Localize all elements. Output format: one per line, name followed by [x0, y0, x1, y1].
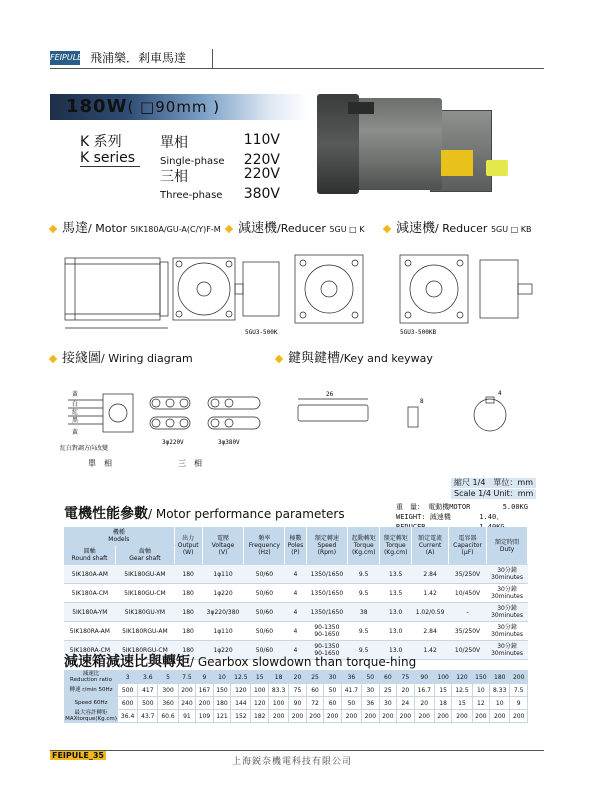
gear-cell: 25: [379, 684, 397, 697]
table-cell: 50/60: [244, 603, 285, 622]
scale-en: Scale 1/4 Unit：mm: [451, 489, 536, 499]
table-cell: 2.84: [412, 622, 449, 641]
gear-cell: 9: [196, 671, 214, 684]
gear-cell: 120: [231, 684, 251, 697]
series-en: K series: [80, 150, 136, 166]
gear-cell: 200: [269, 710, 289, 723]
gear-cell: 12.5: [231, 671, 251, 684]
gear-cell: 15: [452, 697, 472, 710]
gear-cell: 200: [452, 710, 472, 723]
table-cell: 4: [285, 641, 306, 660]
performance-table: [64, 527, 528, 660]
motor-heading: 馬達/ Motor 5IK180A/GU-A(C/Y)F-M: [50, 222, 221, 237]
ratio-row-label: 減速比 Reduction ratio: [65, 671, 118, 684]
table-cell: 5IK180GU-CM: [116, 584, 174, 603]
gear-cell: 50: [324, 684, 342, 697]
gear-cell: 12: [472, 697, 490, 710]
table-cell: 9.5: [348, 641, 380, 660]
col-models: 機種 Models: [64, 527, 174, 546]
table-cell: 3φ220/380: [202, 603, 244, 622]
page-code: FEIPULE_35: [52, 751, 104, 760]
bullet-icon: [225, 225, 233, 233]
table-cell: 1φ220: [202, 641, 244, 660]
phase-voltage-2: 220V: [243, 152, 280, 168]
phase-single: [160, 132, 280, 168]
col-gear-shaft: 齒軸 Gear shaft: [116, 546, 174, 565]
gear-cell: 12.5: [452, 684, 472, 697]
gear-cell: 120: [452, 671, 472, 684]
table-cell: 1.42: [412, 584, 449, 603]
gear-cell: 7.5: [510, 684, 528, 697]
product-title: [66, 94, 220, 120]
output-shaft: [486, 160, 508, 176]
gear-cell: 200: [306, 710, 324, 723]
weight-motor-label: 重 量： 電動機MOTOR: [396, 503, 471, 511]
gear-cell: 182: [251, 710, 269, 723]
gear-cell: 180: [490, 671, 510, 684]
table-cell: 5IK180A-CM: [64, 584, 116, 603]
gear-cell: 500: [138, 697, 158, 710]
gear-cell: 10: [472, 684, 490, 697]
header-rule: [50, 68, 544, 69]
wire-color-red: 紅: [72, 409, 79, 416]
footer-rule: [50, 750, 544, 751]
series-cn: K 系列: [80, 134, 122, 150]
gear-cell: 18: [434, 697, 452, 710]
table-cell: 90-1350 90-1650: [306, 641, 348, 660]
gear-cell: 152: [231, 710, 251, 723]
table-cell: 1.02/0.59: [412, 603, 449, 622]
phase-three: [160, 166, 280, 202]
label-380v: 3φ380V: [218, 439, 240, 446]
gear-cell: 109: [196, 710, 214, 723]
scale-box: [451, 478, 536, 500]
header-title: 飛浦樂．剎車馬達: [90, 51, 187, 65]
gear-cell: 20: [289, 671, 307, 684]
terminal-box: [348, 102, 374, 114]
phase-name: 單相: [160, 135, 188, 151]
gear-cell: 36.4: [118, 710, 138, 723]
gear-cell: 417: [138, 684, 158, 697]
gear-cell: 200: [178, 684, 196, 697]
table-cell: 4: [285, 622, 306, 641]
weight-reducer-value: 1.40、: [479, 513, 504, 521]
table-cell: 50/60: [244, 584, 285, 603]
bullet-icon: [49, 355, 57, 363]
wiring-note: 紅白對調方向改變: [60, 445, 109, 452]
gear-cell: 100: [434, 671, 452, 684]
table-cell: 9.5: [348, 584, 380, 603]
gear-cell: 200: [397, 710, 415, 723]
reducer-k-heading: 減速機/Reducer 5GU □ K: [226, 222, 364, 237]
table-cell: 4: [285, 565, 306, 584]
wire-color-yellow: 黃: [72, 391, 79, 398]
gear-cell: 24: [397, 697, 415, 710]
table-cell: 1.42: [412, 641, 449, 660]
table-cell: 30分鐘 30minutes: [487, 584, 528, 603]
gear-cell: 20: [397, 684, 415, 697]
key-length-dim: 26: [326, 391, 334, 398]
gear-cell: 15: [434, 684, 452, 697]
gear-cell: 41.7: [341, 684, 361, 697]
gear-cell: 30: [379, 697, 397, 710]
table-cell: 30分鐘 30minutes: [487, 622, 528, 641]
gear-cell: 83.3: [269, 684, 289, 697]
table-cell: 30分鐘 30minutes: [487, 565, 528, 584]
speed50-row-label: 轉速 r/min 50Hz: [65, 684, 118, 697]
table-row: [64, 584, 528, 603]
gear-cell: 30: [362, 684, 380, 697]
table-row: [64, 603, 528, 622]
col-poles: 極數 Poles (P): [285, 527, 306, 565]
wire-color-white: 白: [72, 401, 79, 408]
table-cell: 13.0: [380, 603, 412, 622]
gear-cell: 200: [289, 710, 307, 723]
col-output: 出力 Output (W): [174, 527, 202, 565]
col-voltage: 電壓 Voltage (V): [202, 527, 244, 565]
keyway-depth-dim: 4: [498, 390, 502, 397]
table-cell: 9.5: [348, 622, 380, 641]
three-phase-caption: 三 相: [178, 459, 202, 468]
wiring-diagram: [58, 372, 278, 472]
table-cell: 5IK180GU-AM: [116, 565, 174, 584]
weight-reducer-label: WEIGHT: 減速機: [396, 513, 451, 521]
gear-cell: 75: [397, 671, 415, 684]
phase-name: 三相: [160, 169, 188, 185]
gear-cell: 200: [434, 710, 452, 723]
gear-cell: 50: [362, 671, 380, 684]
gear-cell: 3: [118, 671, 138, 684]
gear-cell: 360: [158, 697, 178, 710]
gear-cell: 43.7: [138, 710, 158, 723]
table-cell: 13.0: [380, 641, 412, 660]
table-cell: 5IK180A-AM: [64, 565, 116, 584]
table-cell: 5IK180RGU-CM: [116, 641, 174, 660]
table-cell: 4: [285, 603, 306, 622]
table-cell: 10/450V: [448, 584, 486, 603]
gear-cell: 200: [414, 710, 434, 723]
phase-sub: Three-phase: [160, 190, 223, 201]
gear-cell: 72: [306, 697, 324, 710]
table-cell: 10/250V: [448, 641, 486, 660]
gear-cell: 60: [306, 684, 324, 697]
table-cell: 9.5: [348, 565, 380, 584]
gear-cell: 75: [289, 684, 307, 697]
gear-cell: 5: [158, 671, 178, 684]
table-cell: 1350/1650: [306, 603, 348, 622]
gear-cell: 90: [289, 697, 307, 710]
gear-cell: 180: [213, 697, 231, 710]
series-underline: [80, 166, 140, 167]
table-cell: 50/60: [244, 622, 285, 641]
col-capacitor: 電容器 Capacitor (μF): [448, 527, 486, 565]
table-cell: 13.5: [380, 584, 412, 603]
gear-cell: 30: [324, 671, 342, 684]
gear-cell: 121: [213, 710, 231, 723]
table-cell: 1φ110: [202, 622, 244, 641]
table-cell: 1350/1650: [306, 565, 348, 584]
nameplate: [441, 150, 473, 176]
gear-cell: 200: [472, 710, 490, 723]
gear-cell: 200: [490, 710, 510, 723]
table-cell: 35/250V: [448, 565, 486, 584]
bullet-icon: [275, 355, 283, 363]
table-cell: 90-1350 90-1650: [306, 622, 348, 641]
gear-cell: 90: [414, 671, 434, 684]
gear-cell: 100: [269, 697, 289, 710]
brand-logo: FEIPULE: [50, 51, 80, 65]
gear-cell: 240: [178, 697, 196, 710]
gear-cell: 7.5: [178, 671, 196, 684]
gear-cell: 500: [118, 684, 138, 697]
table-cell: 30分鐘 30minutes: [487, 641, 528, 660]
table-cell: 13.0: [380, 622, 412, 641]
wire-color-yellow-2: 黃: [72, 429, 79, 436]
col-duty: 額定時間 Duty: [487, 527, 528, 565]
perf-title: 電機性能參數/ Motor performance parameters: [64, 506, 345, 522]
gear-cell: 20: [414, 697, 434, 710]
gear-cell: 60: [379, 671, 397, 684]
reducer-kb-drawing-label: 5GU3-500KB: [400, 329, 437, 336]
gear-cell: 200: [324, 710, 342, 723]
gear-cell: 200: [379, 710, 397, 723]
company-name: 上海鋭奈機電科技有限公司: [232, 757, 353, 767]
gear-cell: 200: [196, 697, 214, 710]
frame-size: ( □90mm ): [127, 98, 221, 116]
gear-cell: 200: [510, 710, 528, 723]
table-cell: 50/60: [244, 565, 285, 584]
key-keyway-drawing: [290, 385, 530, 445]
dimension-drawings: [55, 240, 545, 340]
key-width-dim: 8: [420, 398, 424, 405]
col-frequency: 頻率 Frequency (Hz): [244, 527, 285, 565]
table-cell: 5IK180A-YM: [64, 603, 116, 622]
speed60-row-label: Speed 60Hz: [65, 697, 118, 710]
table-cell: 1φ110: [202, 565, 244, 584]
phase-voltage-2: 380V: [243, 186, 280, 202]
gear-cell: 200: [341, 710, 361, 723]
gear-cell: 167: [196, 684, 214, 697]
gear-cell: 200: [362, 710, 380, 723]
bullet-icon: [49, 225, 57, 233]
gear-cell: 200: [510, 671, 528, 684]
gear-cell: 9: [510, 697, 528, 710]
gear-cell: 15: [251, 671, 269, 684]
phase-voltage-1: 110V: [243, 132, 280, 148]
table-cell: 5IK180GU-YM: [116, 603, 174, 622]
gear-cell: 25: [306, 671, 324, 684]
bullet-icon: [383, 225, 391, 233]
table-cell: 5IK180RGU-AM: [116, 622, 174, 641]
gear-cell: 150: [472, 671, 490, 684]
table-cell: 180: [174, 603, 202, 622]
table-cell: 2.84: [412, 565, 449, 584]
gear-cell: 100: [251, 684, 269, 697]
col-speed: 額定轉速 Speed (Rpm): [306, 527, 348, 565]
reducer-k-drawing-label: 5GU3-500K: [245, 329, 278, 336]
gear-cell: 18: [269, 671, 289, 684]
gear-cell: 144: [231, 697, 251, 710]
table-cell: 180: [174, 584, 202, 603]
gear-cell: 3.6: [138, 671, 158, 684]
col-round-shaft: 圓軸 Round shaft: [64, 546, 116, 565]
table-cell: 180: [174, 622, 202, 641]
table-cell: 30分鐘 30minutes: [487, 603, 528, 622]
gear-cell: 60.6: [158, 710, 178, 723]
phase-voltage-1: 220V: [243, 166, 280, 182]
table-cell: 5IK180RA-CM: [64, 641, 116, 660]
gear-cell: 10: [213, 671, 231, 684]
table-cell: 50/60: [244, 641, 285, 660]
gear-cell: 150: [213, 684, 231, 697]
table-cell: 5IK180RA-AM: [64, 622, 116, 641]
scale-cn: 縮尺 1/4 單位：mm: [451, 478, 536, 488]
gear-cell: 50: [341, 697, 361, 710]
gear-cell: 300: [158, 684, 178, 697]
gear-cell: 120: [251, 697, 269, 710]
power-rating: 180W: [66, 96, 128, 117]
col-current: 額定電流 Current (A): [412, 527, 449, 565]
gear-cell: 8.33: [490, 684, 510, 697]
weight-motor-value: 5.00KG: [502, 503, 528, 511]
gear-cell: 36: [341, 671, 361, 684]
col-rated-torque: 額定轉矩 Torque (Kg.cm): [380, 527, 412, 565]
col-start-torque: 起動轉矩 Torque (Kg.cm): [348, 527, 380, 565]
gear-cell: 36: [362, 697, 380, 710]
series-label: [80, 134, 135, 166]
table-row: [64, 622, 528, 641]
gear-cell: 10: [490, 697, 510, 710]
gear-cell: 60: [324, 697, 342, 710]
reducer-kb-heading: 減速機/ Reducer 5GU □ KB: [384, 222, 531, 237]
gear-cell: 91: [178, 710, 196, 723]
table-cell: -: [448, 603, 486, 622]
table-cell: 35/250V: [448, 622, 486, 641]
torque-row-label: 最大容許轉矩 MAXtorque(Kg.cm): [65, 710, 117, 722]
gear-title: 減速箱減速比與轉矩/ Gearbox slowdown than torque-hing: [64, 654, 417, 670]
phase-sub: Single-phase: [160, 156, 225, 167]
table-cell: 180: [174, 565, 202, 584]
gear-cell: 16.7: [414, 684, 434, 697]
gear-table: [64, 670, 528, 723]
table-cell: 38: [348, 603, 380, 622]
table-cell: 180: [174, 641, 202, 660]
table-cell: 13.5: [380, 565, 412, 584]
table-row: [64, 565, 528, 584]
label-220v: 3φ220V: [162, 439, 184, 446]
table-cell: 1φ220: [202, 584, 244, 603]
header-divider: [212, 49, 213, 68]
key-heading: 鍵與鍵槽/Key and keyway: [276, 352, 433, 366]
wiring-heading: 接綫圖/ Wiring diagram: [50, 352, 193, 366]
single-phase-caption: 單 相: [88, 459, 112, 468]
table-cell: 1350/1650: [306, 584, 348, 603]
gear-cell: 600: [118, 697, 138, 710]
wire-color-black: 黑: [72, 417, 79, 424]
table-cell: 4: [285, 584, 306, 603]
